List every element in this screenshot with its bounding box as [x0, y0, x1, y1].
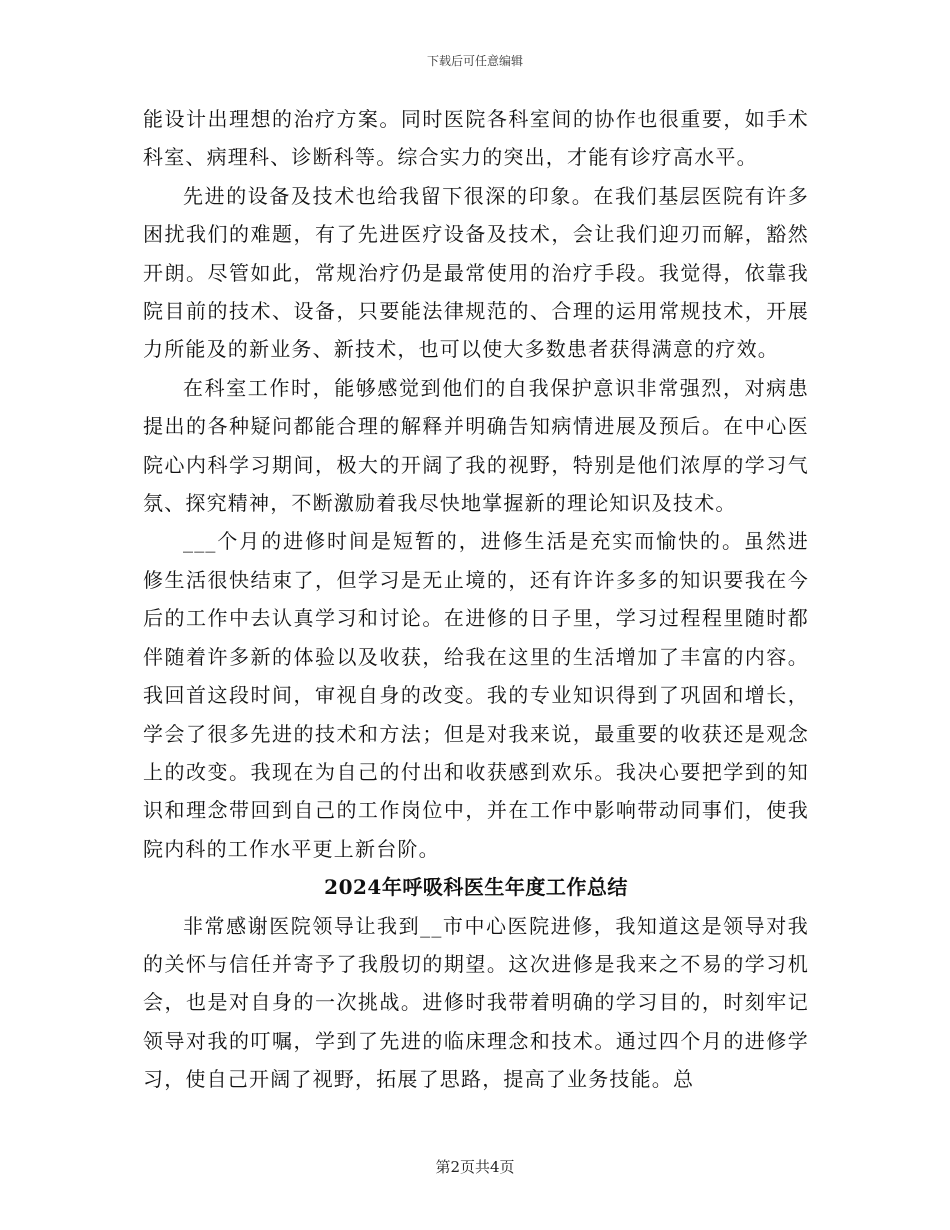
header-note: 下载后可任意编辑 [426, 54, 523, 68]
paragraph-department-work: 在科室工作时，能够感觉到他们的自我保护意识非常强烈，对病患提出的各种疑问都能合理的解释并明确告知病情进展及预后。在中心医院心内科学习期间，极大的开阔了我的视野，特别是他们浓厚的学习气氛、探究精神，不断激励着我尽快地掌握新的理论知识及技术。 [143, 375, 809, 516]
paragraph-training-summary: ___个月的进修时间是短暂的，进修生活是充实而愉快的。虽然进修生活很快结束了，但学习是无止境的，还有许许多多的知识要我在今后的工作中去认真学习和讨论。在进修的日子里，学习过程程里随时都伴随着许多新的体验以及收获，给我在这里的生活增加了丰富的内容。我回首这段时间，审视自身的改变。我的专业知识得到了巩固和增长，学会了很多先进的技术和方法；但是对我来说，最重要的收获还是观念上的改变。我现在为自己的付出和收获感到欢乐。我决心要把学到的知识和理念带回到自己的工作岗位中，并在工作中影响带动同事们，使我院内科的工作水平更上新台阶。 [143, 529, 809, 861]
section-title: 2024年呼吸科医生年度工作总结 [324, 875, 628, 900]
page-number: 第2页共4页 [435, 1158, 515, 1176]
paragraph-equipment: 先进的设备及技术也给我留下很深的印象。在我们基层医院有许多困扰我们的难题，有了先进医疗设备及技术，会让我们迎刃而解，豁然开朗。尽管如此，常规治疗仍是最常使用的治疗手段。我觉得，依靠我院目前的技术、设备，只要能法律规范的、合理的运用常规技术，开展力所能及的新业务、新技术，也可以使大多数患者获得满意的疗效。 [143, 183, 809, 362]
paragraph-thanks: 非常感谢医院领导让我到__市中心医院进修，我知道这是领导对我的关怀与信任并寄予了我殷切的期望。这次进修是我来之不易的学习机会，也是对自身的一次挑战。进修时我带着明确的学习目的，时刻牢记领导对我的叮嘱，学到了先进的临床理念和技术。通过四个月的进修学习，使自己开阔了视野，拓展了思路，提高了业务技能。总 [143, 913, 809, 1092]
document-body [143, 100, 809, 1099]
paragraph-continuation: 能设计出理想的治疗方案。同时医院各科室间的协作也很重要，如手术科室、病理科、诊断科等。综合实力的突出，才能有诊疗高水平。 [143, 107, 809, 170]
